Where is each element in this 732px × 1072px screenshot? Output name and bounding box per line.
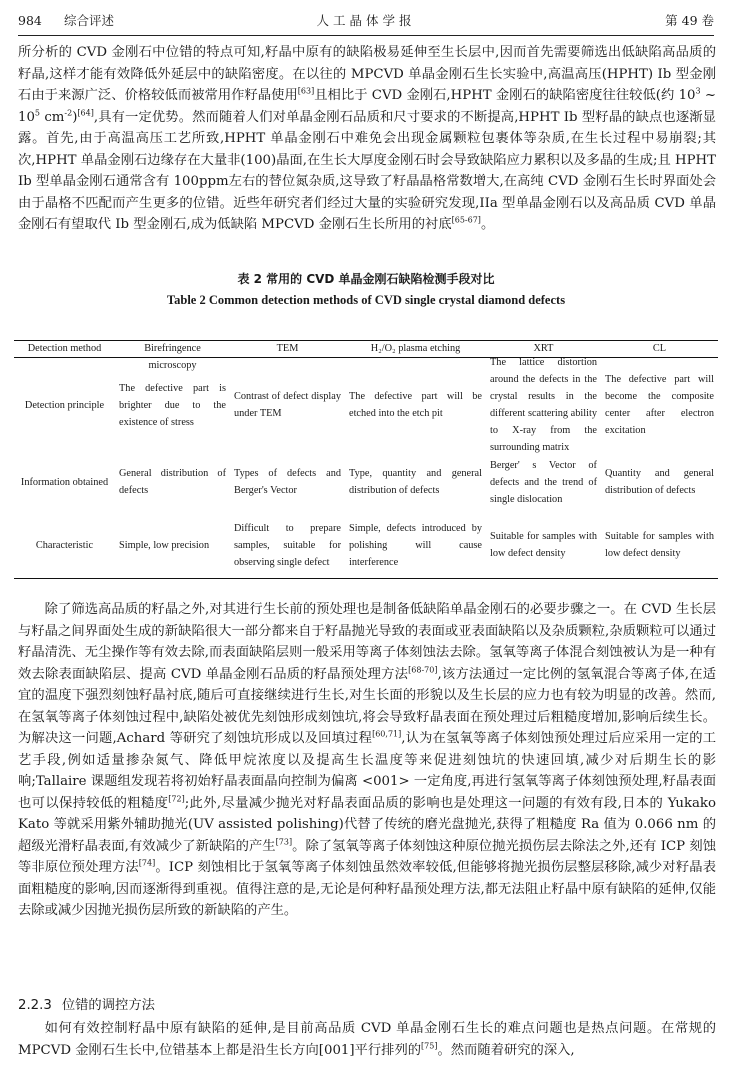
table-header-cell: XRT	[533, 343, 554, 354]
table-cell: Contrast of defect display under TEM	[234, 391, 341, 419]
table-cell: The lattice distortion around the defects in the crystal results in the different scattering ability to X-ray from the surrounding matrix	[490, 357, 597, 453]
table-caption-english: Table 2 Common detection methods of CVD single crystal diamond defects	[166, 293, 566, 307]
table-header-cell: Birefringence microscopy	[144, 343, 201, 371]
subsection-heading	[18, 995, 155, 1017]
body-paragraph-2: 除了筛选高品质的籽晶之外,对其进行生长前的预处理也是制备低缺陷单晶金刚石的必要步骤之一。在 CVD 生长层与籽晶之间界面处生成的新缺陷很大一部分都来自于籽晶抛光导致的表面或亚表面缺陷以及杂质颗粒,杂质颗粒可以通过籽晶清洗、无尘操作等有效去除,而表面缺陷层则一般采用等离子体刻蚀法去除。氢氧等离子体混合刻蚀被认为是一种有效去除表面缺陷层、提高 CVD 单晶金刚石品质的籽晶预处理方法[68-70],该方法通过一定比例的氢氧混合等离子体,在适宜的温度下强烈刻蚀籽晶衬底,随后可直接继续进行生长,对生长面的形貌以及生长层的应力也有较为明显的改善。然而,在氢氧等离子体刻蚀过程中,缺陷处被优先刻蚀形成刻蚀坑,将会导致籽晶表面在预处理过后粗糙度增加,影响后续生长。为解决这一问题,Achard 等研究了刻蚀坑形成以及回填过程[60,71],认为在氢氧等离子体刻蚀预处理过后应采用一定的工艺手段,例如适量掺杂氮气、降低甲烷浓度以及提高生长温度等来促进刻蚀坑的快速回填,减少对后期生长的影响;Tallaire 课题组发现若将初始籽晶表面晶向控制为偏离 <001> 一定角度,再进行氢氧等离子体刻蚀预处理,籽晶表面也可以保持较低的粗糙度[72];此外,尽量减少抛光对籽晶表面品质的影响也是处理这一问题的有效有段,日本的 Yukako Kato 等就采用紫外辅助抛光(UV assisted polishing)代替了传统的磨光盘抛光,获得了粗糙度 Ra 值为 0.066 nm 的超级光滑籽晶表面,有效减少了新缺陷的产生[73]。除了氢氧等离子体刻蚀这种原位抛光损伤层去除法之外,还有 ICP 刻蚀等非原位预处理方法[74]。ICP 刻蚀相比于氢氧等离子体刻蚀虽然效率较低,但能够将抛光损伤层整层移除,减少对籽晶表面粗糙度的影响,因而逐渐得到重视。值得注意的是,无论是何种籽晶预处理方法,都无法阻止籽晶中原有缺陷的延伸,仅能去除或减少因抛光损伤层所致的新缺陷的产生。	[18, 602, 717, 918]
subsection-title: 位错的调控方法	[61, 998, 155, 1013]
subsection-number: 2.2.3	[18, 998, 52, 1013]
citation: [68-70]	[408, 665, 438, 675]
table-header-cell: H₂/O₂ plasma etching	[370, 343, 461, 354]
table-cell: Simple, low precision	[119, 539, 210, 551]
running-header	[18, 10, 714, 32]
comparison-table	[14, 340, 718, 578]
table-header-cell: Detection method	[27, 343, 102, 354]
table-row-label: Characteristic	[35, 539, 94, 551]
table-cell: Type, quantity and general distribution of defects	[349, 468, 482, 496]
table-row-label: Information obtained	[20, 476, 109, 488]
table-cell: General distribution of defects	[119, 468, 226, 496]
table-cell: Simple, defects introduced by polishing will cause interference	[349, 522, 482, 568]
page-number: 984	[18, 13, 42, 28]
citation: [60,71]	[372, 729, 402, 739]
volume-label: 第 49 卷	[665, 13, 714, 28]
table-bottom-rule	[14, 578, 718, 579]
journal-name: 人工晶体学报	[316, 13, 416, 28]
table-header-row	[14, 340, 718, 371]
citation: [75]	[421, 1041, 438, 1051]
table-row-label: Detection principle	[24, 399, 105, 411]
table-cell: The defective part is brighter due to the existence of stress	[119, 382, 226, 428]
citation: [65-67]	[451, 215, 481, 225]
body-paragraph-3: 如何有效控制籽晶中原有缺陷的延伸,是目前高品质 CVD 单晶金刚石生长的难点问题也是热点问题。在常规的 MPCVD 金刚石生长中,位错基本上都是沿生长方向[001]平行排列的[75]。然而随着研究的深入,	[18, 1021, 716, 1058]
table-cell: The defective part will be etched into the etch pit	[349, 391, 482, 419]
citation: [73]	[275, 837, 293, 847]
citation: [74]	[138, 858, 156, 868]
citation: [63]	[297, 86, 315, 96]
table-caption-chinese: 表 2 常用的 CVD 单晶金刚石缺陷检测手段对比	[237, 272, 495, 286]
table-cell: Types of defects and Berger's Vector	[234, 468, 341, 496]
table-row	[14, 516, 718, 574]
table-header-cell: TEM	[276, 343, 299, 354]
table-header-cell: CL	[652, 343, 667, 354]
table-row	[14, 454, 718, 510]
header-rule	[18, 35, 714, 36]
table-row	[14, 359, 718, 451]
body-paragraph-1: 所分析的 CVD 金刚石中位错的特点可知,籽晶中原有的缺陷极易延伸至生长层中,因而首先需要筛选出低缺陷高品质的籽晶,这样才能有效降低外延层中的缺陷密度。在以往的 MPCVD 单晶金刚石生长实验中,高温高压(HPHT) Ib 型金刚石由于来源广泛、价格较低而被常用作籽晶使用[63]且相比于 CVD 金刚石,HPHT 金刚石的缺陷密度往往较低(约 $10^3$ ~ $10^5$ $cm^{-2})[64]$,具有一定优势。然而随着人们对单晶金刚石品质和尺寸要求的不断提高,HPHT Ib 型籽晶的缺点也逐渐显露。首先,由于高温高压工艺所致,HPHT 单晶金刚石中难免会出现金属颗粒包裹体等杂质,在生长过程中易崩裂;其次,HPHT 单晶金刚石边缘存在大量非(100)晶面,在生长大厚度金刚石时会导致缺陷应力累积以及多晶的生成;且 HPHT Ib 型单晶金刚石通常含有 100ppm左右的替位氮杂质,这导致了籽晶晶格常数增大,在高纯 CVD 金刚石生长时界面处会由于晶格不匹配而产生更多的位错。近些年研究者们经过大量的实验研究发现,IIa 型单晶金刚石以及高品质 CVD 单晶金刚石有望取代 Ib 型金刚石,成为低缺陷 MPCVD 金刚石生长所用的衬底[65-67]。	[18, 45, 717, 232]
section-label: 综合评述	[64, 13, 115, 28]
table-cell: Suitable for samples with low defect density	[605, 531, 714, 559]
table-cell: Quantity and general distribution of defects	[605, 468, 714, 496]
citation: [64]	[77, 108, 94, 118]
table-cell: Berger' s Vector of defects and the trend of single dislocation	[490, 459, 597, 505]
table-cell: The defective part will become the composite center after electron excitation	[605, 374, 714, 436]
table-cell: Suitable for samples with low defect density	[490, 531, 597, 559]
citation: [72]	[168, 794, 185, 804]
table-cell: Difficult to prepare samples, suitable for observing single defect	[234, 522, 341, 568]
